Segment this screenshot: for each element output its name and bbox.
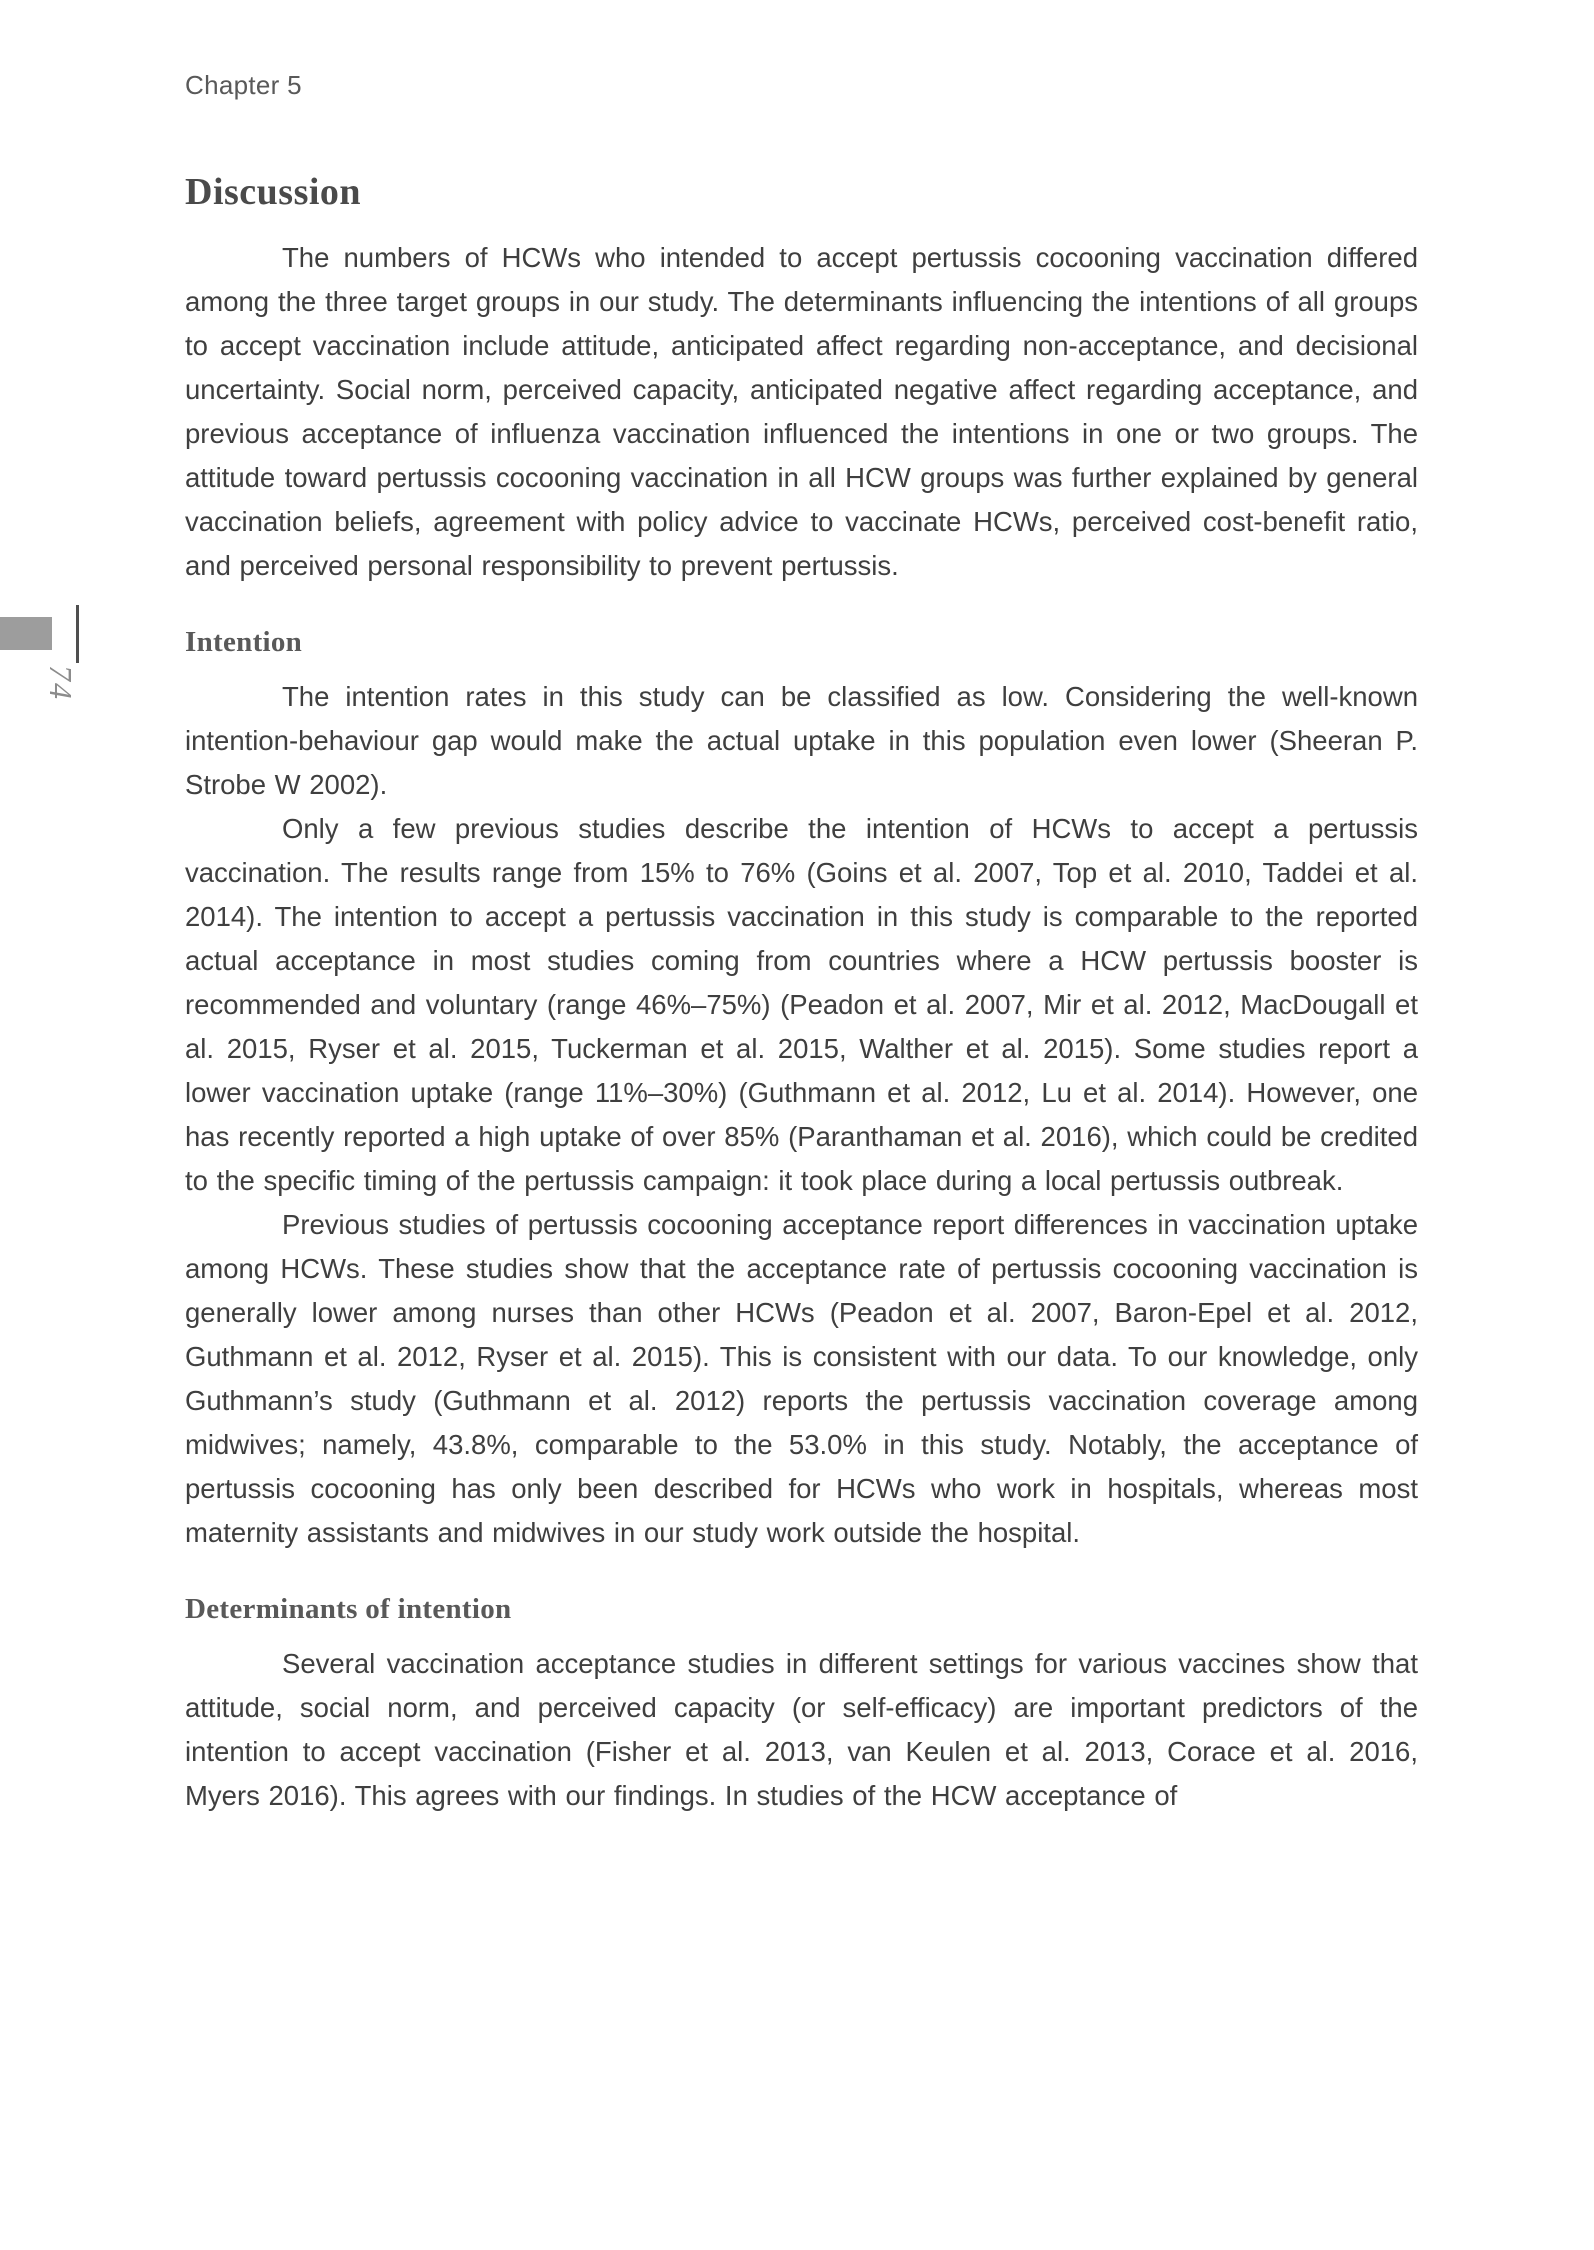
section-heading-discussion: Discussion — [185, 171, 362, 213]
page-number: 74 — [43, 665, 79, 701]
paragraph-determinants-1: Several vaccination acceptance studies in different settings for various vaccines show that attitude, social norm, and perceived capacity (or self-efficacy) are important predictors of the intention to accept vaccination (Fisher et al. 2013, van Keulen et al. 2013, Corace et al. 2016, Myers 2016). This agrees with our findings. In studies of the HCW acceptance of — [185, 1648, 1418, 1811]
paragraph-intention-3: Previous studies of pertussis cocooning acceptance report differences in vaccination uptake among HCWs. These studies show that the acceptance rate of pertussis cocooning vaccination is generally lower among nurses than other HCWs (Peadon et al. 2007, Baron-Epel et al. 2012, Guthmann et al. 2012, Ryser et al. 2015). This is consistent with our data. To our knowledge, only Guthmann’s study (Guthmann et al. 2012) reports the pertussis vaccination coverage among midwives; namely, 43.8%, comparable to the 53.0% in this study. Notably, the acceptance of pertussis cocooning has only been described for HCWs who work in hospitals, whereas most maternity assistants and midwives in our study work outside the hospital. — [185, 1209, 1418, 1548]
paragraph-intro: The numbers of HCWs who intended to accept pertussis cocooning vaccination differed among the three target groups in our study. The determinants influencing the intentions of all groups to accept vaccination include attitude, anticipated affect regarding non-acceptance, and decisional uncertainty. Social norm, perceived capacity, anticipated negative affect regarding acceptance, and previous acceptance of influenza vaccination influenced the intentions in one or two groups. The attitude toward pertussis cocooning vaccination in all HCW groups was further explained by general vaccination beliefs, agreement with policy advice to vaccinate HCWs, perceived cost-benefit ratio, and perceived personal responsibility to prevent pertussis. — [185, 242, 1418, 581]
margin-tab — [0, 617, 52, 650]
margin-tick — [76, 605, 79, 663]
paragraph-intention-1: The intention rates in this study can be classified as low. Considering the well-known intention-behaviour gap would make the actual uptake in this population even lower (Sheeran P. Strobe W 2002). — [185, 681, 1418, 800]
page-content — [185, 170, 1418, 1818]
subsection-heading-determinants: Determinants of intention — [185, 1593, 512, 1625]
subsection-heading-intention: Intention — [185, 626, 303, 658]
paragraph-intention-2: Only a few previous studies describe the intention of HCWs to accept a pertussis vaccination. The results range from 15% to 76% (Goins et al. 2007, Top et al. 2010, Taddei et al. 2014). The intention to accept a pertussis vaccination in this study is comparable to the reported actual acceptance in most studies coming from countries where a HCW pertussis booster is recommended and voluntary (range 46%–75%) (Peadon et al. 2007, Mir et al. 2012, MacDougall et al. 2015, Ryser et al. 2015, Tuckerman et al. 2015, Walther et al. 2015). Some studies report a lower vaccination uptake (range 11%–30%) (Guthmann et al. 2012, Lu et al. 2014). However, one has recently reported a high uptake of over 85% (Paranthaman et al. 2016), which could be credited to the specific timing of the pertussis campaign: it took place during a local pertussis outbreak. — [185, 813, 1418, 1196]
chapter-header: Chapter 5 — [185, 70, 302, 100]
